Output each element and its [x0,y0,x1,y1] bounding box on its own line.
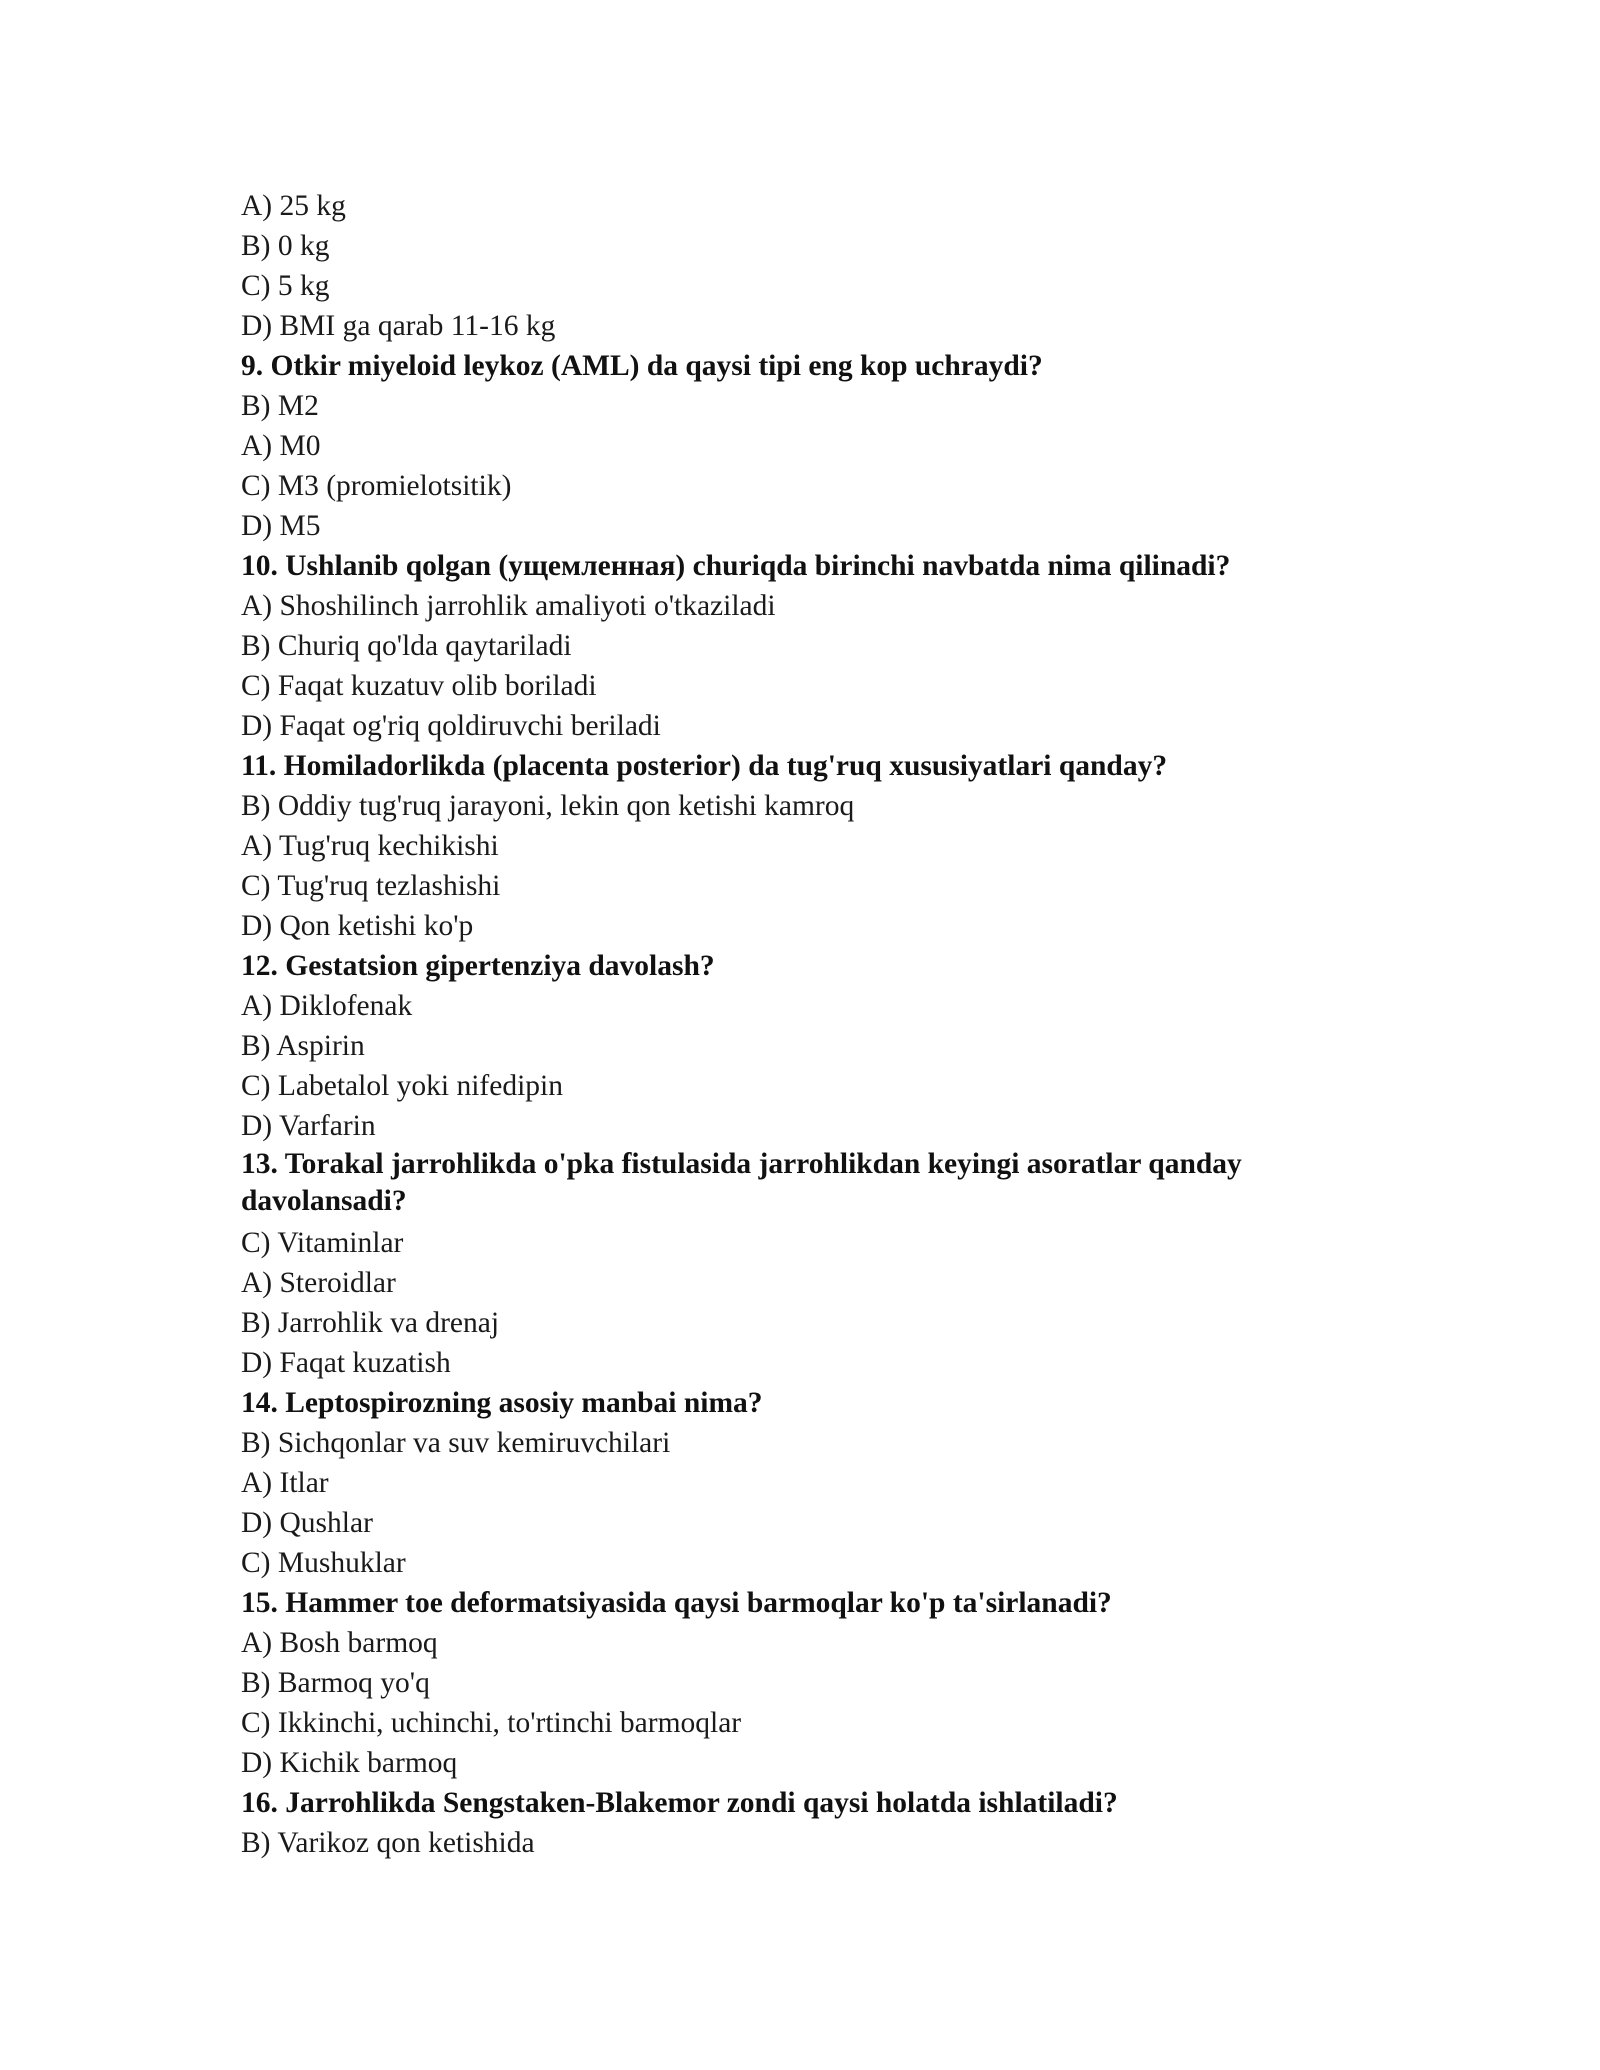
answer-option: B) Barmoq yo'q [241,1667,430,1699]
answer-option: B) Jarrohlik va drenaj [241,1307,500,1339]
answer-option: A) Bosh barmoq [241,1627,438,1659]
answer-option: A) Diklofenak [241,990,413,1022]
answer-option: D) Kichik barmoq [241,1747,458,1779]
answer-option: C) Labetalol yoki nifedipin [241,1070,563,1102]
answer-option: D) M5 [241,510,321,542]
question-text: 12. Gestatsion gipertenziya davolash? [241,950,715,982]
answer-option: C) Faqat kuzatuv olib boriladi [241,670,597,702]
question-text: 10. Ushlanib qolgan (ущемленная) churiqda birinchi navbatda nima qilinadi? [241,550,1231,582]
question-text: 13. Torakal jarrohlikda o'pka fistulasida jarrohlikdan keyingi asoratlar qanday davolansadi? [241,1148,1242,1217]
answer-option: C) Ikkinchi, uchinchi, to'rtinchi barmoqlar [241,1707,742,1739]
answer-option: C) Mushuklar [241,1547,406,1579]
answer-option: D) Qon ketishi ko'p [241,910,474,942]
question-text: 14. Leptospirozning asosiy manbai nima? [241,1387,763,1419]
answer-option: B) Varikoz qon ketishida [241,1827,535,1859]
answer-option: A) Shoshilinch jarrohlik amaliyoti o'tkaziladi [241,590,776,622]
answer-option: A) Tug'ruq kechikishi [241,830,499,862]
answer-option: B) 0 kg [241,230,330,262]
question-text: 11. Homiladorlikda (placenta posterior) da tug'ruq xususiyatlari qanday? [241,750,1168,782]
answer-option: D) BMI ga qarab 11-16 kg [241,310,556,342]
question-text: 9. Otkir miyeloid leykoz (AML) da qaysi tipi eng kop uchraydi? [241,350,1043,382]
question-text: 16. Jarrohlikda Sengstaken-Blakemor zondi qaysi holatda ishlatiladi? [241,1787,1118,1819]
answer-option: A) M0 [241,430,321,462]
answer-option: B) M2 [241,390,319,422]
document-body [241,186,1361,1863]
answer-option: D) Faqat kuzatish [241,1347,451,1379]
answer-option: C) M3 (promielotsitik) [241,470,512,502]
answer-option: B) Churiq qo'lda qaytariladi [241,630,572,662]
answer-option: C) 5 kg [241,270,330,302]
answer-option: A) Itlar [241,1467,329,1499]
question-text: 15. Hammer toe deformatsiyasida qaysi barmoqlar ko'p ta'sirlanadi? [241,1587,1112,1619]
answer-option: A) Steroidlar [241,1267,396,1299]
answer-option: C) Vitaminlar [241,1227,404,1259]
answer-option: D) Qushlar [241,1507,373,1539]
answer-option: B) Aspirin [241,1030,365,1062]
answer-option: B) Oddiy tug'ruq jarayoni, lekin qon ketishi kamroq [241,790,855,822]
answer-option: A) 25 kg [241,190,346,222]
answer-option: B) Sichqonlar va suv kemiruvchilari [241,1427,671,1459]
answer-option: D) Varfarin [241,1110,376,1142]
answer-option: D) Faqat og'riq qoldiruvchi beriladi [241,710,661,742]
answer-option: C) Tug'ruq tezlashishi [241,870,501,902]
